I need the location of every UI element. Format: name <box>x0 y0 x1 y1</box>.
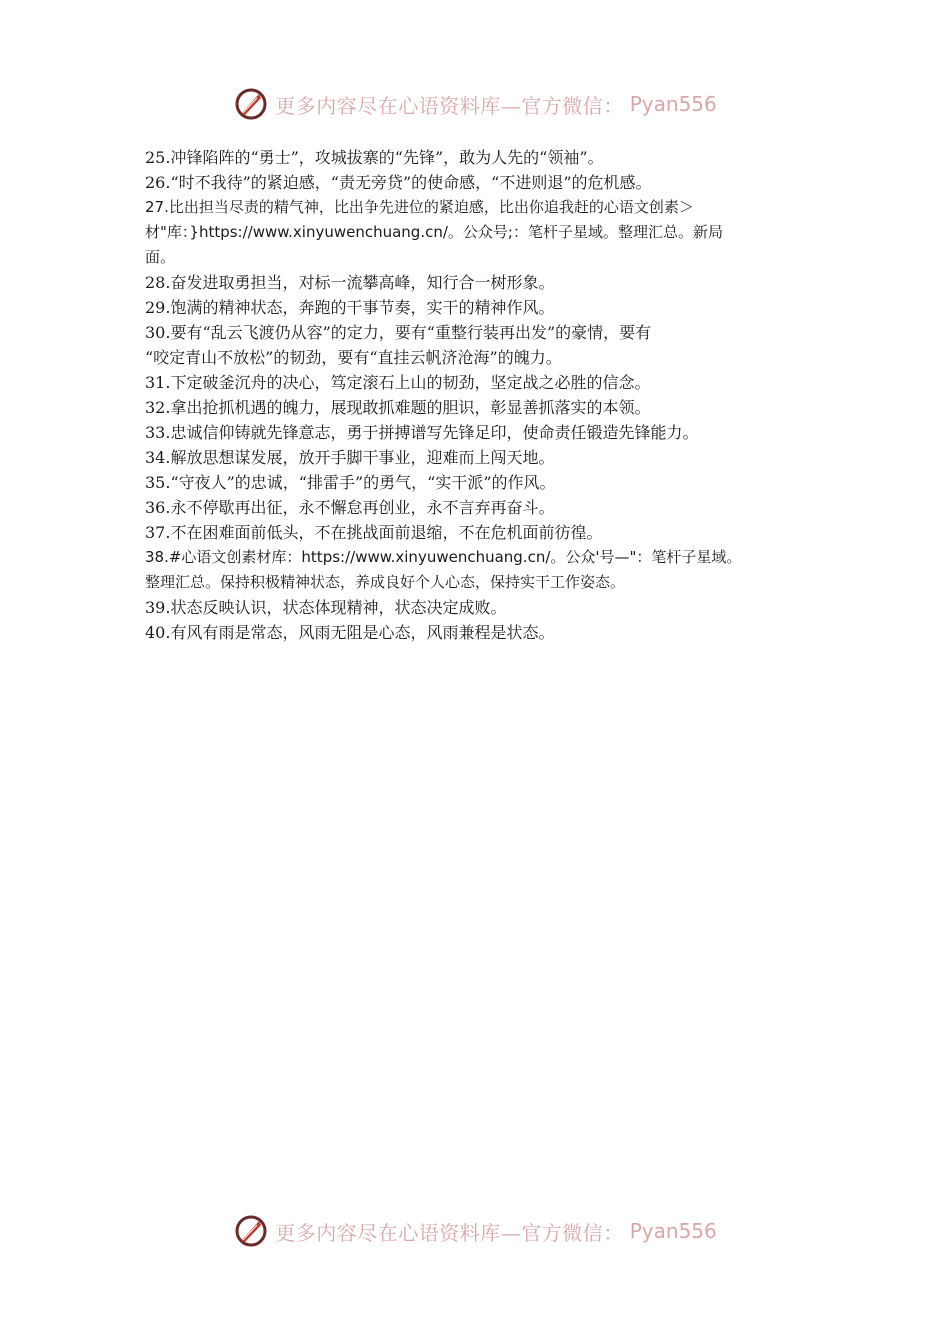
quill-logo-icon <box>233 86 269 122</box>
footer-banner <box>0 1211 950 1251</box>
footer-wechat-id: Pyan556 <box>629 1219 717 1243</box>
footer-banner-text: 更多内容尽在心语资料库—官方微信： <box>275 1220 624 1245</box>
text-line: 36.永不停歇再出征，永不懈怠再创业，永不言弃再奋斗。 <box>145 498 555 517</box>
text-line: 材"库：}https://www.xinyuwenchuang.cn/。公众号;：笔杆子星域。整理汇总。新局 <box>145 223 723 241</box>
text-line: 25.冲锋陷阵的“勇士”，攻城拔寨的“先锋”，敢为人先的“领袖”。 <box>145 148 604 167</box>
text-line: 35.“守夜人”的忠诚，“排雷手”的勇气，“实干派”的作风。 <box>145 473 556 492</box>
header-banner <box>0 84 950 124</box>
text-line: 37.不在困难面前低头，不在挑战面前退缩，不在危机面前彷徨。 <box>145 523 603 542</box>
text-line: 29.饱满的精神状态，奔跑的干事节奏，实干的精神作风。 <box>145 298 555 317</box>
text-line: 26.“时不我待”的紧迫感，“责无旁贷”的使命感，“不进则退”的危机感。 <box>145 173 652 192</box>
text-line: 32.拿出抢抓机遇的魄力，展现敢抓难题的胆识，彰显善抓落实的本领。 <box>145 398 651 417</box>
text-line: 34.解放思想谋发展，放开手脚干事业，迎难而上闯天地。 <box>145 448 555 467</box>
text-line: “咬定青山不放松”的韧劲，要有“直挂云帆济沧海”的魄力。 <box>145 348 562 367</box>
text-line: 整理汇总。保持积极精神状态，养成良好个人心态，保持实干工作姿态。 <box>145 573 626 591</box>
header-banner-text: 更多内容尽在心语资料库—官方微信： <box>275 93 624 118</box>
text-line: 33.忠诚信仰铸就先锋意志，勇于拼搏谱写先锋足印，使命责任锻造先锋能力。 <box>145 423 699 442</box>
header-wechat-id: Pyan556 <box>629 92 717 116</box>
text-line: 39.状态反映认识，状态体现精神，状态决定成败。 <box>145 598 507 617</box>
text-line: 31.下定破釜沉舟的决心，笃定滚石上山的韧劲，坚定战之必胜的信念。 <box>145 373 651 392</box>
text-line: 38.#心语文创素材库：https://www.xinyuwenchuang.cn/。公众'号—"：笔杆子星域。 <box>145 548 742 566</box>
document-body <box>145 145 825 645</box>
text-line: 28.奋发进取勇担当，对标一流攀高峰，知行合一树形象。 <box>145 273 555 292</box>
quill-logo-icon <box>233 1213 269 1249</box>
text-line: 27.比出担当尽责的精气神，比出争先进位的紧迫感，比出你追我赶的心语文创素＞ <box>145 198 694 216</box>
text-line: 30.要有“乱云飞渡仍从容”的定力，要有“重整行装再出发”的豪情，要有 <box>145 323 652 342</box>
text-line: 面。 <box>145 248 176 266</box>
text-line: 40.有风有雨是常态，风雨无阻是心态，风雨兼程是状态。 <box>145 623 555 642</box>
